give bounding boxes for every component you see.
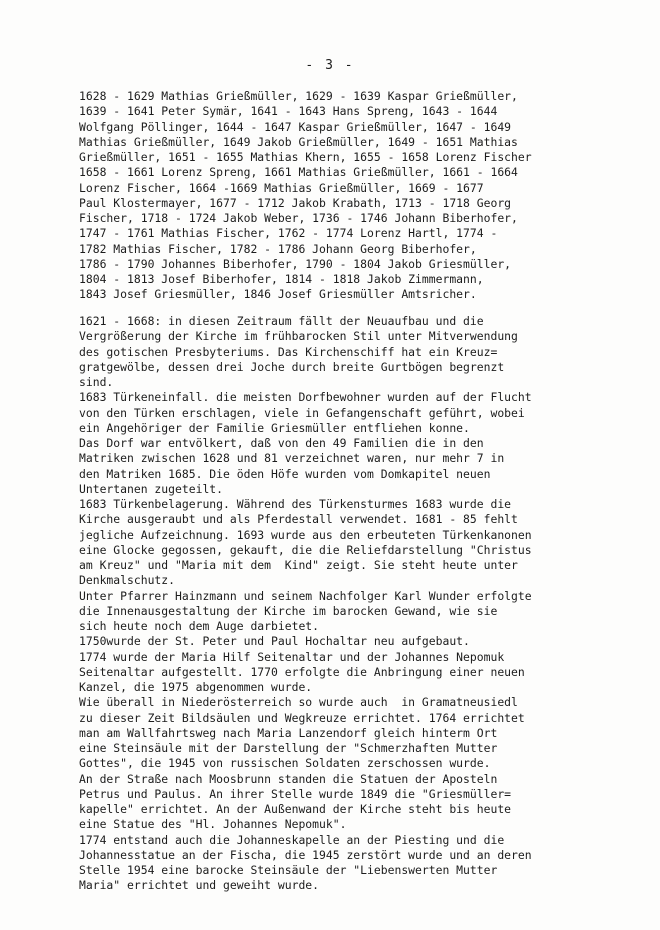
text-line: Vergrößerung der Kirche im frühbarocken Stil unter Mitverwendung [79, 329, 518, 344]
text-line: Gottes", die 1945 von russischen Soldaten zerschossen wurde. [79, 756, 491, 771]
text-line: 1621 - 1668: in diesen Zeitraum fällt der Neuaufbau und die [79, 314, 484, 328]
text-line: 1683 Türkenbelagerung. Während des Türkensturmes 1683 wurde die [79, 497, 512, 511]
text-line: Mathias Grießmüller, 1649 Jakob Grießmüller, 1649 - 1651 Mathias [79, 134, 518, 149]
text-line: Denkmalschutz. [79, 573, 176, 588]
text-line: Kanzel, die 1975 abgenommen wurde. [79, 680, 313, 694]
text-line: ein Angehöriger der Familie Griesmüller entfliehen konne. [79, 420, 470, 435]
text-line: 1782 Mathias Fischer, 1782 - 1786 Johann Georg Biberhofer, [79, 241, 477, 256]
text-line: Grießmüller, 1651 - 1655 Mathias Khern, 1655 - 1658 Lorenz Fischer [79, 150, 532, 164]
text-line: sich heute noch dem Auge darbietet. [79, 619, 320, 633]
text-line: die Innenausgestaltung der Kirche im barocken Gewand, wie sie [79, 603, 498, 618]
text-line: sind. [79, 375, 114, 389]
text-line: jegliche Aufzeichnung. 1693 wurde aus den erbeuteten Türkenkanonen [79, 527, 532, 542]
church-history-text [79, 314, 619, 894]
text-line: von den Türken erschlagen, viele in Gefangenschaft geführt, wobei [79, 405, 525, 420]
text-line: gratgewölbe, dessen drei Joche durch breite Gurtbögen begrenzt [79, 359, 505, 374]
text-line: Unter Pfarrer Hainzmann und seinem Nachfolger Karl Wunder erfolgte [79, 588, 532, 603]
text-line: 1628 - 1629 Mathias Grießmüller, 1629 - 1639 Kaspar Grießmüller, [79, 89, 518, 103]
text-line: Lorenz Fischer, 1664 -1669 Mathias Grießmüller, 1669 - 1677 [79, 180, 484, 195]
text-line: Kirche ausgeraubt und als Pferdestall verwendet. 1681 - 85 fehlt [79, 512, 518, 527]
text-line: eine Statue des "Hl. Johannes Nepomuk". [79, 817, 347, 832]
text-line: 1750wurde der St. Peter und Paul Hochaltar neu aufgebaut. [79, 634, 470, 649]
text-line: 1774 entstand auch die Johanneskapelle an der Piesting und die [79, 832, 505, 847]
text-line: Paul Klostermayer, 1677 - 1712 Jakob Krabath, 1713 - 1718 Georg [79, 195, 512, 210]
text-line: 1683 Türkeneinfall. die meisten Dorfbewohner wurden auf der Flucht [79, 390, 532, 405]
text-line: Das Dorf war entvölkert, daß von den 49 Familien die in den [79, 436, 484, 450]
text-line: Matriken zwischen 1628 und 81 verzeichnet waren, nur mehr 7 in [79, 451, 505, 466]
text-line: 1774 wurde der Maria Hilf Seitenaltar und der Johannes Nepomuk [79, 649, 505, 664]
text-line: Wie überall in Niederösterreich so wurde auch in Gramatneusiedl [79, 695, 518, 710]
text-line: 1639 - 1641 Peter Symär, 1641 - 1643 Hans Spreng, 1643 - 1644 [79, 104, 498, 119]
text-line: am Kreuz" und "Maria mit dem Kind" zeigt. Sie steht heute unter [79, 558, 518, 572]
text-line: Stelle 1954 eine barocke Steinsäule der "Liebenswerten Mutter [79, 863, 498, 877]
text-line: 1843 Josef Griesmüller, 1846 Josef Griesmüller Amtsricher. [79, 287, 477, 302]
text-line: Maria" errichtet und geweiht wurde. [79, 878, 320, 893]
text-line: Fischer, 1718 - 1724 Jakob Weber, 1736 - 1746 Johann Biberhofer, [79, 211, 518, 225]
text-line: 1804 - 1813 Josef Biberhofer, 1814 - 1818 Jakob Zimmermann, [79, 272, 484, 286]
text-line: Untertanen zugeteilt. [79, 481, 224, 496]
officeholders-paragraph [79, 89, 619, 303]
text-line: 1658 - 1661 Lorenz Spreng, 1661 Mathias Grießmüller, 1661 - 1664 [79, 165, 518, 180]
text-line: zu dieser Zeit Bildsäulen und Wegkreuze errichtet. 1764 errichtet [79, 710, 525, 725]
text-line: eine Glocke gegossen, gekauft, die die Reliefdarstellung "Christus [79, 542, 532, 557]
page-number: - 3 - [305, 58, 355, 73]
text-line: eine Steinsäule mit der Darstellung der "Schmerzhaften Mutter [79, 741, 498, 755]
text-line: man am Wallfahrtsweg nach Maria Lanzendorf gleich hinterm Ort [79, 725, 498, 740]
text-line: Wolfgang Pöllinger, 1644 - 1647 Kaspar Grießmüller, 1647 - 1649 [79, 119, 512, 134]
text-line: Petrus und Paulus. An ihrer Stelle wurde 1849 die "Griesmüller= [79, 786, 512, 801]
text-line: des gotischen Presbyteriums. Das Kirchenschiff hat ein Kreuz= [79, 344, 498, 359]
text-line: Johannesstatue an der Fischa, die 1945 zerstört wurde und an deren [79, 847, 532, 862]
text-line: den Matriken 1685. Die öden Höfe wurden vom Domkapitel neuen [79, 466, 491, 481]
text-line: 1747 - 1761 Mathias Fischer, 1762 - 1774 Lorenz Hartl, 1774 - [79, 226, 498, 241]
text-line: 1786 - 1790 Johannes Biberhofer, 1790 - 1804 Jakob Griesmüller, [79, 256, 512, 271]
text-line: kapelle" errichtet. An der Außenwand der Kirche steht bis heute [79, 802, 512, 816]
text-line: Seitenaltar aufgestellt. 1770 erfolgte die Anbringung einer neuen [79, 664, 525, 679]
text-line: An der Straße nach Moosbrunn standen die Statuen der Aposteln [79, 771, 498, 786]
